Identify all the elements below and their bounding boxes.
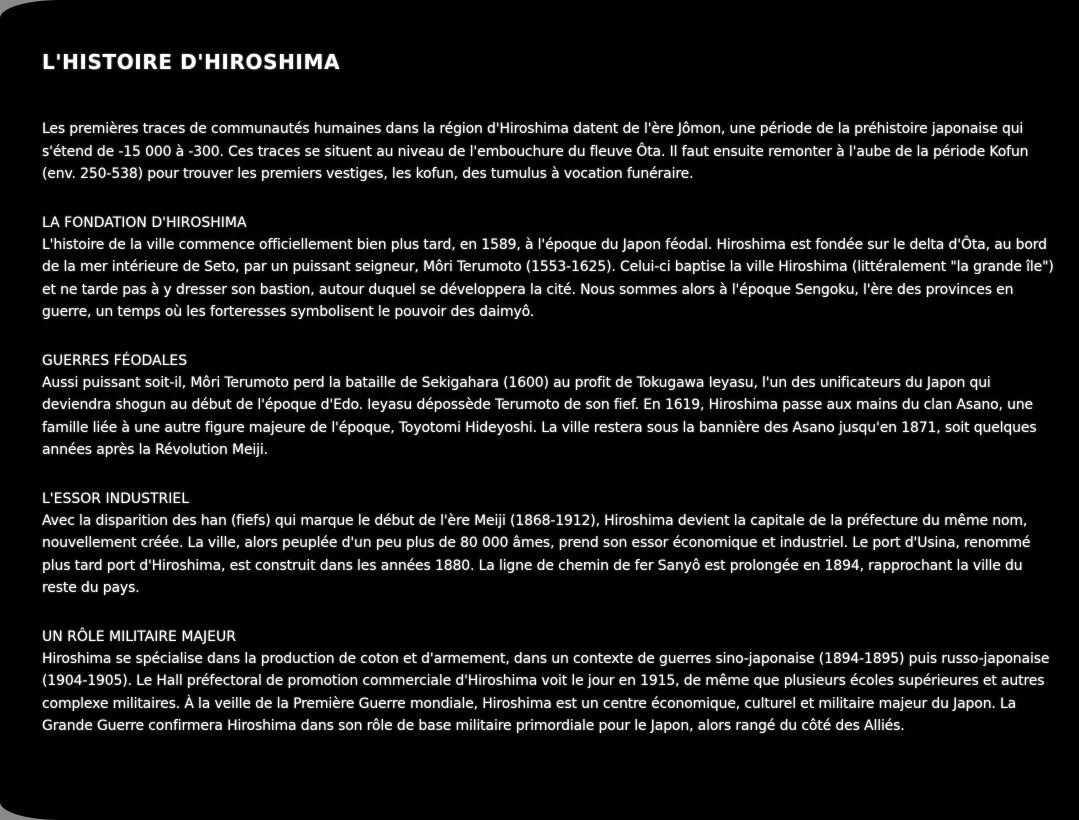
section-heading: L'ESSOR INDUSTRIEL — [42, 490, 190, 507]
section-heading: GUERRES FÉODALES — [42, 352, 188, 369]
section-essor-industriel — [42, 488, 1055, 600]
section-body: Avec la disparition des han (fiefs) qui marque le début de l'ère Meiji (1868-1912), Hiroshima devient la capitale de la préfecture du même nom, nouvellement créée. La ville, alors peuplée d'un peu plus de 80 000 âmes, prend son essor économique et industriel. Le port d'Usina, renommé plus tard port d'Hiroshima, est construit dans les années 1880. La ligne de chemin de fer Sanyô est prolongée en 1894, rapprochant la ville du reste du pays. — [42, 512, 1031, 596]
section-body: Aussi puissant soit-il, Môri Terumoto perd la bataille de Sekigahara (1600) au profit de Tokugawa Ieyasu, l'un des unificateurs du Japon qui deviendra shogun au début de l'époque d'Edo. Ieyasu dépossède Terumoto de son fief. En 1619, Hiroshima passe aux mains du clan Asano, une famille liée à une autre figure majeure de l'époque, Toyotomi Hideyoshi. La ville restera sous la bannière des Asano jusqu'en 1871, soit quelques années après la Révolution Meiji. — [42, 374, 1037, 458]
section-body: Hiroshima se spécialise dans la production de coton et d'armement, dans un contexte de guerres sino-japonaise (1894-1895) puis russo-japonaise (1904-1905). Le Hall préfectoral de promotion commerciale d'Hiroshima voit le jour en 1915, de même que plusieurs écoles supérieures et autres complexe militaires. À la veille de la Première Guerre mondiale, Hiroshima est un centre économique, culturel et militaire majeur du Japon. La Grande Guerre confirmera Hiroshima dans son rôle de base militaire primordiale pour le Japon, alors rangé du côté des Alliés. — [42, 650, 1050, 734]
section-role-militaire — [42, 626, 1055, 738]
intro-paragraph: Les premières traces de communautés humaines dans la région d'Hiroshima datent de l'ère Jômon, une période de la préhistoire japonaise qui s'étend de -15 000 à -300. Ces traces se situent au niveau de l'embouchure du fleuve Ôta. Il faut ensuite remonter à l'aube de la période Kofun (env. 250-538) pour trouver les premiers vestiges, les kofun, des tumulus à vocation funéraire. — [42, 121, 1029, 182]
section-heading: UN RÔLE MILITAIRE MAJEUR — [42, 628, 236, 645]
section-guerres-feodales — [42, 350, 1055, 462]
section-heading: LA FONDATION D'HIROSHIMA — [42, 214, 247, 231]
section-body: L'histoire de la ville commence officiellement bien plus tard, en 1589, à l'époque du Japon féodal. Hiroshima est fondée sur le delta d'Ôta, au bord de la mer intérieure de Seto, par un puissant seigneur, Môri Terumoto (1553-1625). Celui-ci baptise la ville Hiroshima (littéralement "la grande île") et ne tarde pas à y dresser son bastion, autour duquel se développera la cité. Nous sommes alors à l'époque Sengoku, l'ère des provinces en guerre, un temps où les forteresses symbolisent le pouvoir des daimyô. — [42, 236, 1054, 320]
section-fondation — [42, 212, 1055, 324]
page-title: L'HISTOIRE D'HIROSHIMA — [42, 50, 341, 74]
